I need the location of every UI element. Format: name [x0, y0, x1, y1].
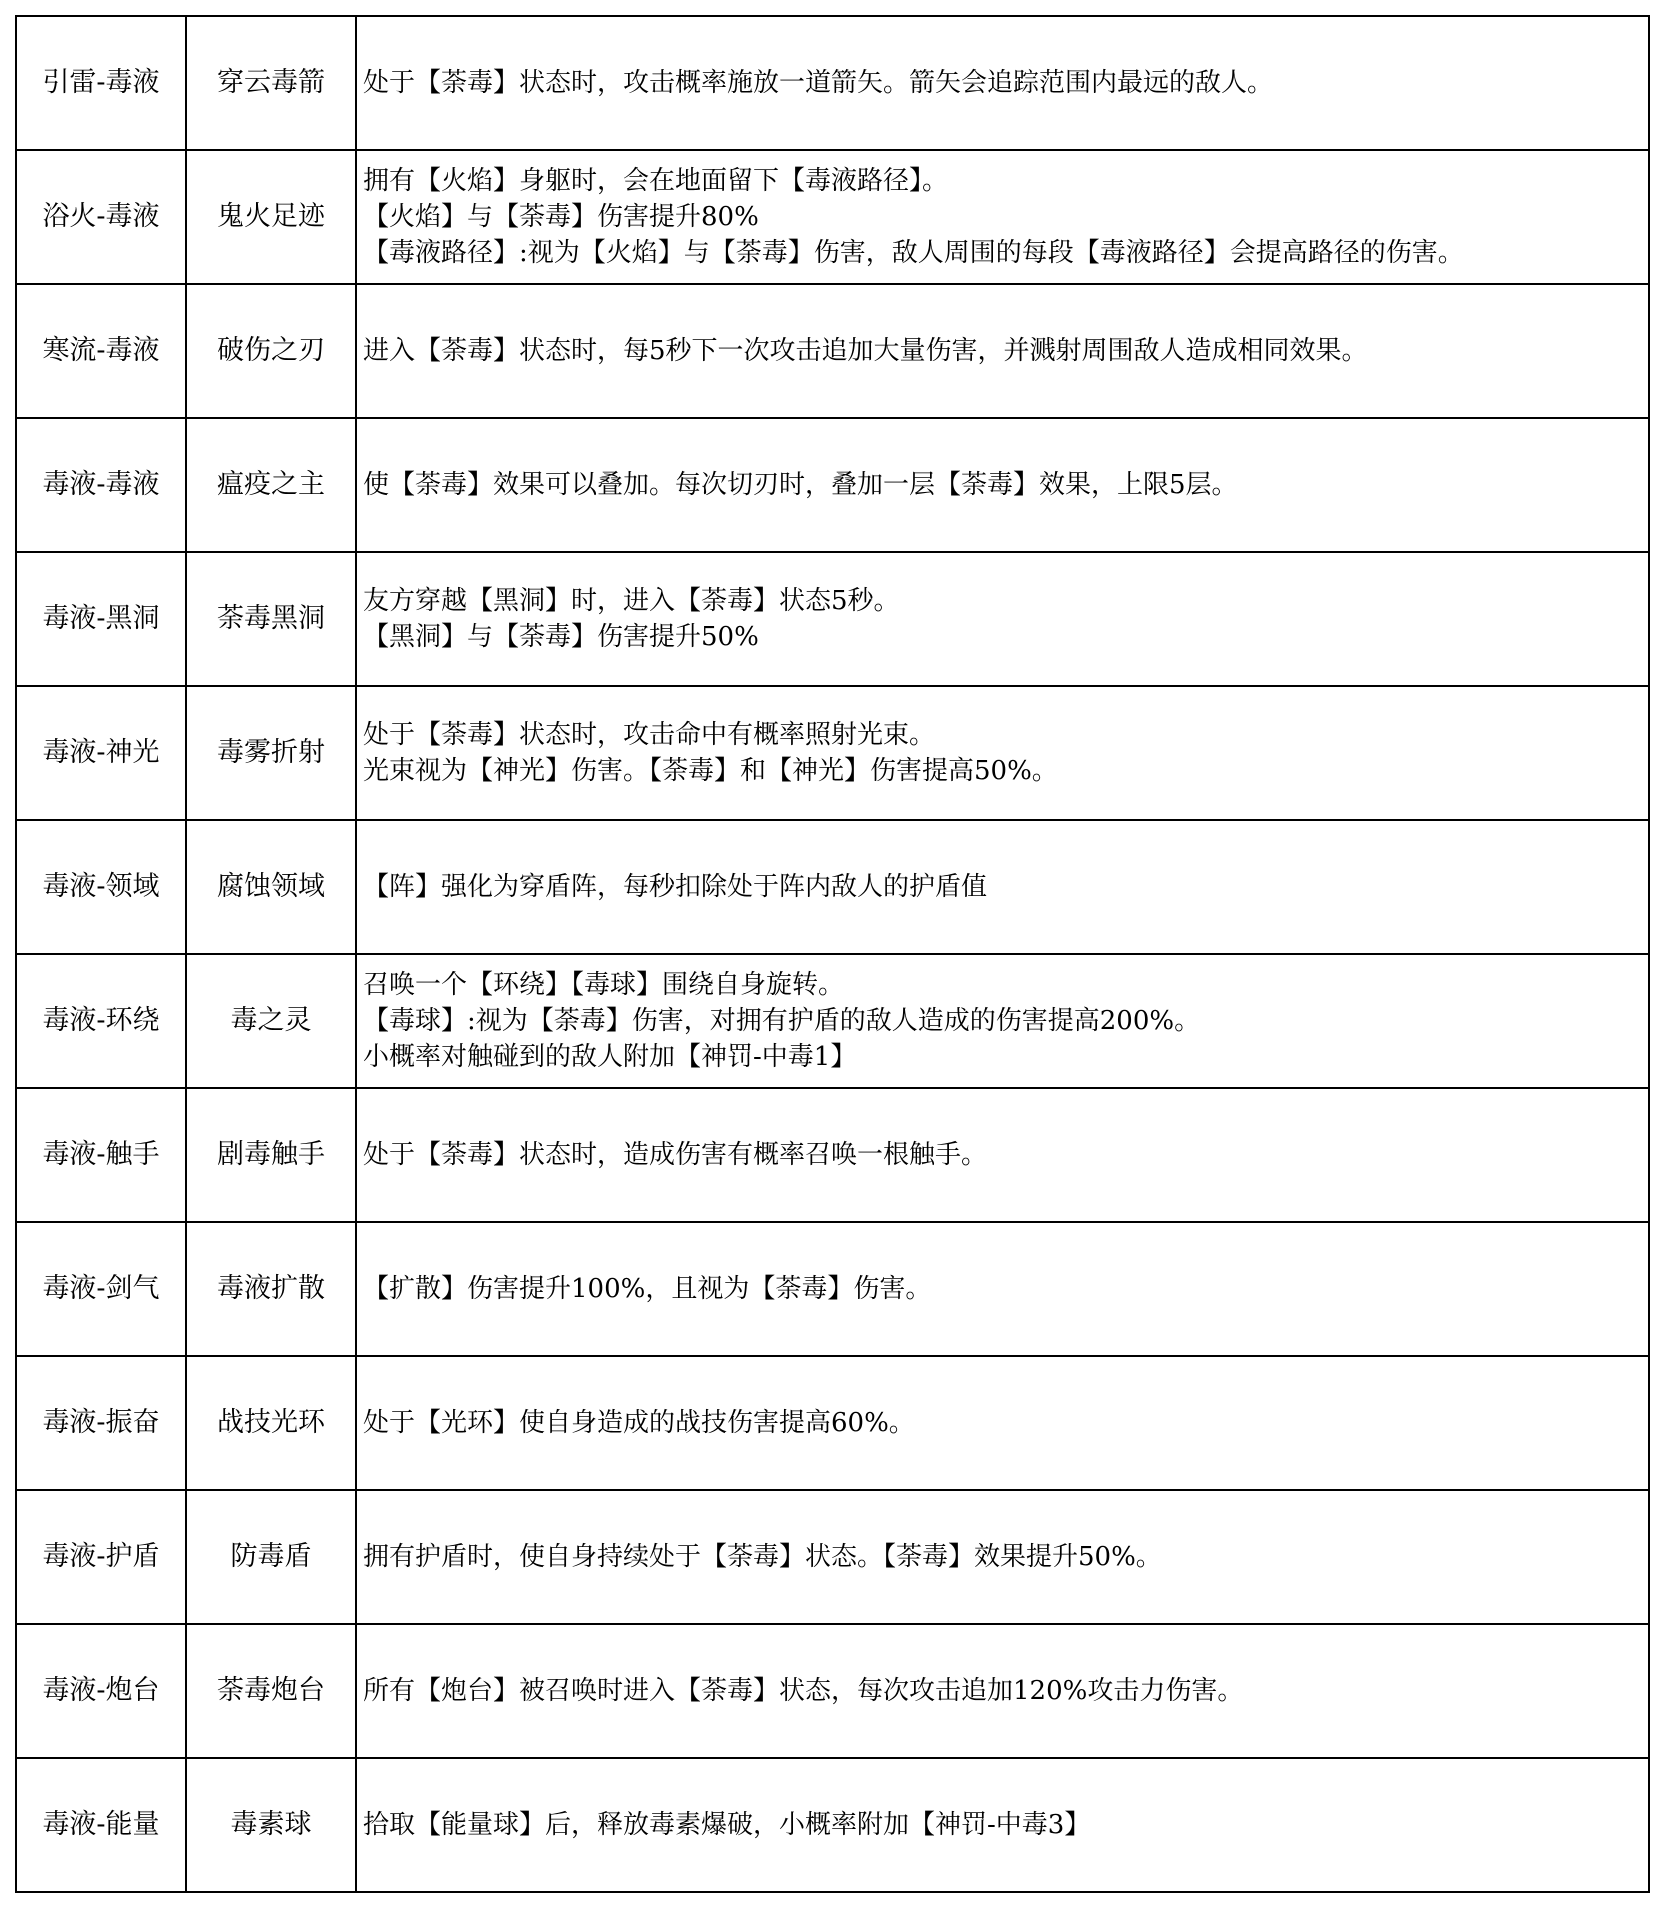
table-row: [16, 954, 1649, 1088]
table-body: [16, 16, 1649, 1892]
skill-name-cell: 毒雾折射: [186, 686, 356, 820]
description-cell: [356, 1624, 1649, 1758]
description-line: 【黑洞】与【荼毒】伤害提升50%: [363, 622, 759, 652]
description-cell: [356, 1758, 1649, 1892]
combo-cell: 毒液-领域: [16, 820, 186, 954]
description-line: 【火焰】与【荼毒】伤害提升80%: [363, 202, 759, 232]
table-row: [16, 1758, 1649, 1892]
description-cell: [356, 820, 1649, 954]
description-line: 召唤一个【环绕】【毒球】围绕自身旋转。: [363, 970, 845, 1000]
description-cell: [356, 1356, 1649, 1490]
description-cell: [356, 552, 1649, 686]
description-line: 处于【荼毒】状态时，攻击概率施放一道箭矢。箭矢会追踪范围内最远的敌人。: [363, 68, 1274, 98]
description-cell: [356, 686, 1649, 820]
description-line: 小概率对触碰到的敌人附加【神罚-中毒1】: [363, 1042, 857, 1072]
description-cell: [356, 284, 1649, 418]
description-line: 【扩散】伤害提升100%，且视为【荼毒】伤害。: [363, 1274, 932, 1304]
combo-cell: 毒液-能量: [16, 1758, 186, 1892]
table-row: [16, 284, 1649, 418]
table-row: [16, 686, 1649, 820]
description-line: 【毒球】:视为【荼毒】伤害，对拥有护盾的敌人造成的伤害提高200%。: [363, 1006, 1201, 1036]
skill-name-cell: 毒之灵: [186, 954, 356, 1088]
skill-name-cell: 瘟疫之主: [186, 418, 356, 552]
description-line: 进入【荼毒】状态时，每5秒下一次攻击追加大量伤害，并溅射周围敌人造成相同效果。: [363, 336, 1368, 366]
skill-name-cell: 荼毒黑洞: [186, 552, 356, 686]
skill-name-cell: 战技光环: [186, 1356, 356, 1490]
skill-name-cell: 毒液扩散: [186, 1222, 356, 1356]
skill-name-cell: 鬼火足迹: [186, 150, 356, 284]
description-cell: [356, 1490, 1649, 1624]
combo-cell: 毒液-环绕: [16, 954, 186, 1088]
skill-name-cell: 穿云毒箭: [186, 16, 356, 150]
description-line: 处于【荼毒】状态时，造成伤害有概率召唤一根触手。: [363, 1140, 988, 1170]
skill-name-cell: 破伤之刃: [186, 284, 356, 418]
skill-name-cell: 剧毒触手: [186, 1088, 356, 1222]
skill-name-cell: 腐蚀领域: [186, 820, 356, 954]
description-line: 拾取【能量球】后，释放毒素爆破，小概率附加【神罚-中毒3】: [363, 1810, 1091, 1840]
combo-cell: 引雷-毒液: [16, 16, 186, 150]
table-row: [16, 418, 1649, 552]
combo-cell: 毒液-毒液: [16, 418, 186, 552]
description-line: 拥有【火焰】身躯时，会在地面留下【毒液路径】。: [363, 166, 949, 196]
description-cell: [356, 954, 1649, 1088]
combo-cell: 毒液-护盾: [16, 1490, 186, 1624]
combo-cell: 寒流-毒液: [16, 284, 186, 418]
skill-name-cell: 荼毒炮台: [186, 1624, 356, 1758]
table-row: [16, 820, 1649, 954]
description-line: 使【荼毒】效果可以叠加。每次切刃时，叠加一层【荼毒】效果，上限5层。: [363, 470, 1238, 500]
combo-cell: 毒液-炮台: [16, 1624, 186, 1758]
description-line: 友方穿越【黑洞】时，进入【荼毒】状态5秒。: [363, 586, 900, 616]
description-line: 光束视为【神光】伤害。【荼毒】和【神光】伤害提高50%。: [363, 756, 1058, 786]
skill-name-cell: 防毒盾: [186, 1490, 356, 1624]
table-row: [16, 16, 1649, 150]
description-line: 【毒液路径】:视为【火焰】与【荼毒】伤害，敌人周围的每段【毒液路径】会提高路径的伤害。: [363, 238, 1464, 268]
description-cell: [356, 418, 1649, 552]
description-cell: [356, 1222, 1649, 1356]
combo-cell: 浴火-毒液: [16, 150, 186, 284]
combo-cell: 毒液-剑气: [16, 1222, 186, 1356]
skill-table-container: [15, 15, 1648, 1893]
table-row: [16, 1088, 1649, 1222]
table-row: [16, 1490, 1649, 1624]
table-row: [16, 1356, 1649, 1490]
table-row: [16, 1624, 1649, 1758]
description-line: 处于【光环】使自身造成的战技伤害提高60%。: [363, 1408, 915, 1438]
combo-cell: 毒液-振奋: [16, 1356, 186, 1490]
description-line: 拥有护盾时，使自身持续处于【荼毒】状态。【荼毒】效果提升50%。: [363, 1542, 1162, 1572]
table-row: [16, 552, 1649, 686]
skill-combo-table: [15, 15, 1650, 1893]
combo-cell: 毒液-触手: [16, 1088, 186, 1222]
description-line: 所有【炮台】被召唤时进入【荼毒】状态，每次攻击追加120%攻击力伤害。: [363, 1676, 1244, 1706]
table-row: [16, 150, 1649, 284]
description-cell: [356, 1088, 1649, 1222]
description-line: 处于【荼毒】状态时，攻击命中有概率照射光束。: [363, 720, 936, 750]
table-row: [16, 1222, 1649, 1356]
skill-name-cell: 毒素球: [186, 1758, 356, 1892]
combo-cell: 毒液-神光: [16, 686, 186, 820]
description-line: 【阵】强化为穿盾阵，每秒扣除处于阵内敌人的护盾值: [363, 872, 988, 902]
description-cell: [356, 16, 1649, 150]
combo-cell: 毒液-黑洞: [16, 552, 186, 686]
description-cell: [356, 150, 1649, 284]
